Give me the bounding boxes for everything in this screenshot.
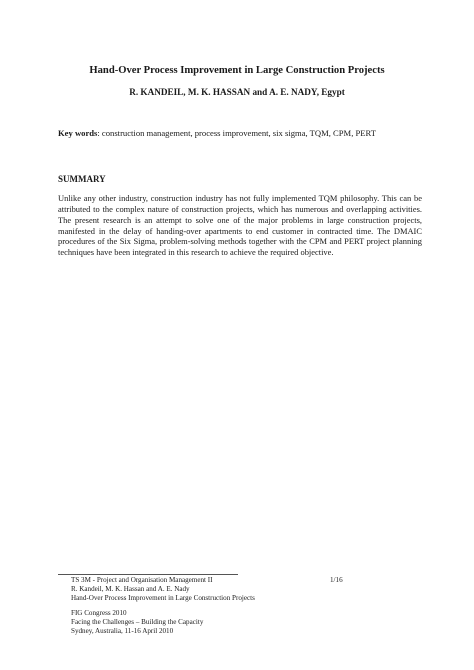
summary-line: procedures of the Six Sigma, problem-solving methods together with the CPM and PERT project planning — [58, 236, 422, 247]
summary-line: attributed to the complex nature of construction projects, which has numerous and overlapping activities. — [58, 203, 422, 214]
summary-line: manifested in the delay of handing-over apartments to end customer in contracted time. The DMAIC — [58, 225, 422, 236]
footer-authors: R. Kandeil, M. K. Hassan and A. E. Nady — [71, 585, 190, 593]
summary-heading: SUMMARY — [58, 174, 106, 184]
summary-line: techniques have been integrated in this research to achieve the required objective. — [58, 247, 334, 258]
page-footer — [71, 576, 411, 636]
keywords-line — [58, 128, 418, 139]
keywords-text: : construction management, process improvement, six sigma, TQM, CPM, PERT — [97, 128, 376, 138]
summary-paragraph — [58, 193, 422, 258]
summary-line: Unlike any other industry, construction industry has not fully implemented TQM philosophy. This can be — [58, 193, 422, 203]
footer-location-date: Sydney, Australia, 11-16 April 2010 — [71, 627, 174, 635]
summary-line: The present research is an attempt to solve one of the major problems in large construction projects, — [58, 214, 422, 225]
keywords-label: Key words — [58, 128, 98, 138]
footer-congress: FIG Congress 2010 — [71, 609, 127, 617]
footer-session: TS 3M - Project and Organisation Management II — [71, 576, 213, 584]
footer-page-number: 1/16 — [330, 576, 343, 584]
paper-authors: R. KANDEIL, M. K. HASSAN and A. E. NADY, Egypt — [129, 87, 345, 97]
footer-divider — [58, 574, 238, 575]
paper-title: Hand-Over Process Improvement in Large Construction Projects — [89, 65, 385, 76]
footer-title: Hand-Over Process Improvement in Large Construction Projects — [71, 594, 255, 602]
footer-theme: Facing the Challenges – Building the Capacity — [71, 618, 204, 626]
